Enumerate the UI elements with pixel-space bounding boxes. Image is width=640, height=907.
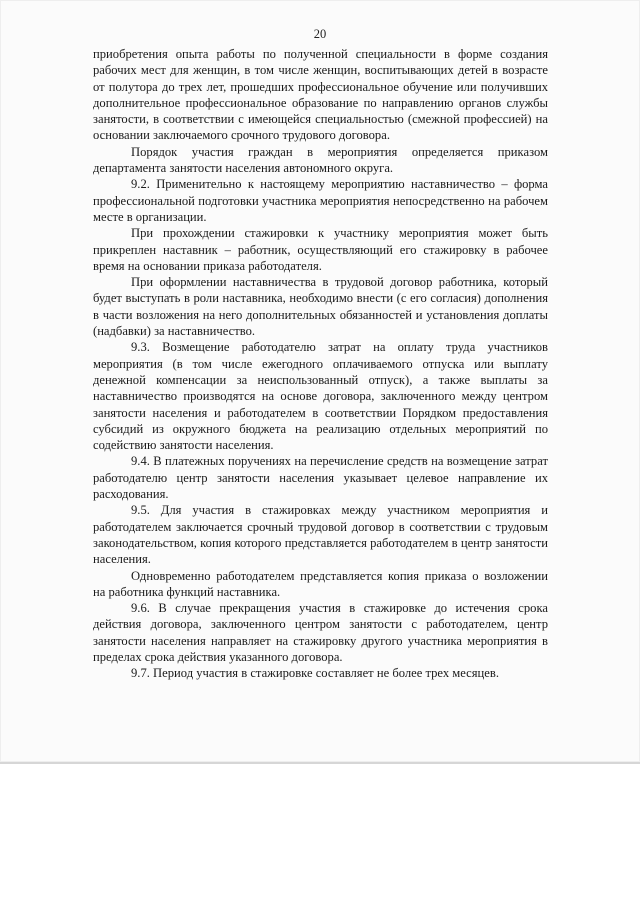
paragraph-9-5: 9.5. Для участия в стажировках между участником мероприятия и работодателем заключается срочный трудовой договор в соответствии с трудовым законодательством, копия которого представляется работодателем в центр занятости населения. [93, 503, 548, 567]
paragraph-9-6: 9.6. В случае прекращения участия в стажировке до истечения срока действия договора, заключенного центром занятости с работодателем, центр занятости населения направляет на стажировку другого участника мероприятия в пределах срока действия указанного договора. [93, 601, 548, 664]
paragraph-9-4: 9.4. В платежных поручениях на перечисление средств на возмещение затрат работодателю центр занятости населения указывает целевое направление их расходования. [93, 454, 548, 502]
paragraph-9-2: 9.2. Применительно к настоящему мероприятию наставничество – форма профессиональной подготовки участника мероприятия непосредственно на рабочем месте в организации. [93, 177, 548, 224]
paragraph-9-3: 9.3. Возмещение работодателю затрат на оплату труда участников мероприятия (в том числе ежегодного оплачиваемого отпуска или выплату денежной компенсации за неиспользованный отпуск), а также выплаты за наставничество производятся на основе договора, заключенного между центром занятости населения и работодателем в соответствии Порядком предоставления субсидий из окружного бюджета на реализацию отдельных мероприятий по содействию занятости населения. [93, 340, 548, 453]
paragraph-mentor-assignment: При прохождении стажировки к участнику мероприятия может быть прикреплен наставник – работник, осуществляющий его стажировку в рабочее время на основании приказа работодателя. [93, 226, 548, 273]
paragraph-employer-order: Одновременно работодателем представляется копия приказа о возложении на работника функций наставника. [93, 568, 548, 599]
document-body [93, 46, 548, 682]
paragraph-procedure: Порядок участия граждан в мероприятия определяется приказом департамента занятости населения автономного округа. [93, 144, 548, 176]
paragraph-9-7: 9.7. Период участия в стажировке составляет не более трех месяцев. [131, 666, 499, 681]
paragraph-mentor-contract: При оформлении наставничества в трудовой договор работника, который будет выступать в роли наставника, необходимо внести (с его согласия) дополнения в части возложения на него дополнительных обязанностей и установления доплаты (надбавки) за наставничество. [93, 275, 548, 339]
page-bottom-margin [0, 762, 640, 907]
paragraph-continuation: приобретения опыта работы по полученной специальности в форме создания рабочих мест для женщин, в том числе женщин, воспитывающих детей в возрасте от полутора до трех лет, прошедших профессиональное обучение или получивших дополнительное профессиональное образование по направлению органов службы занятости, в соответствии с имеющейся специальностью (смежной профессией) на основании заключаемого срочного трудового договора. [93, 47, 548, 143]
page-number: 20 [313, 27, 327, 41]
